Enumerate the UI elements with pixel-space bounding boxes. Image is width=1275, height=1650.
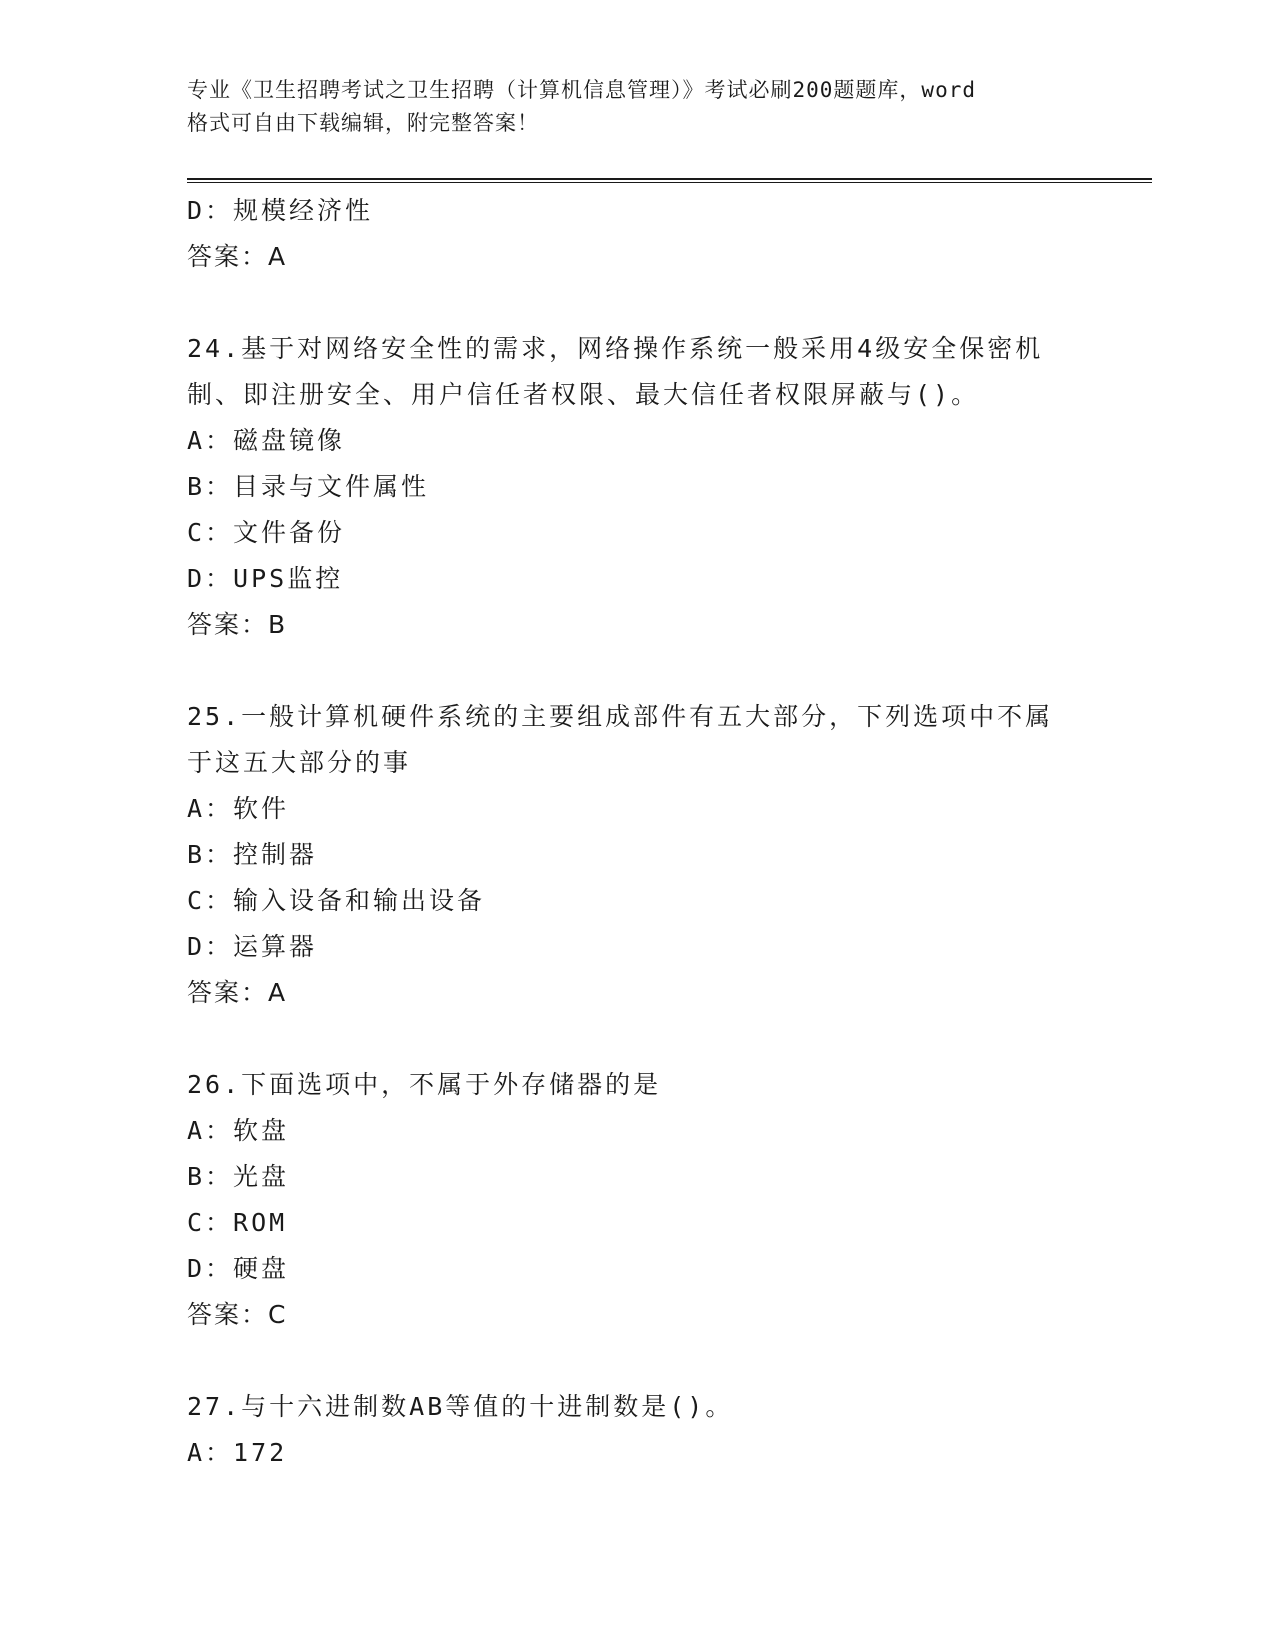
option-c: C：文件备份 [187, 518, 346, 547]
option-d: D：UPS监控 [187, 564, 344, 593]
option-d: D：硬盘 [187, 1254, 290, 1283]
question-text: 27.与十六进制数AB等值的十进制数是()。 [187, 1392, 734, 1421]
option-d: D：规模经济性 [187, 196, 374, 225]
option-b: B：目录与文件属性 [187, 472, 430, 501]
option-b: B：光盘 [187, 1162, 290, 1191]
page-header [187, 74, 1087, 140]
header-line-1: 专业《卫生招聘考试之卫生招聘（计算机信息管理）》考试必刷200题题库，word [187, 78, 976, 102]
option-d: D：运算器 [187, 932, 318, 961]
option-a: A：磁盘镜像 [187, 426, 346, 455]
header-line-2: 格式可自由下载编辑，附完整答案！ [187, 111, 539, 135]
option-a: A：172 [187, 1438, 288, 1467]
question-text: 24.基于对网络安全性的需求，网络操作系统一般采用4级安全保密机 [187, 334, 1044, 363]
header-divider [187, 178, 1152, 183]
answer: 答案：A [187, 242, 288, 271]
option-a: A：软盘 [187, 1116, 290, 1145]
answer: 答案：A [187, 978, 288, 1007]
option-c: C：ROM [187, 1208, 288, 1237]
question-text: 制、即注册安全、用户信任者权限、最大信任者权限屏蔽与()。 [187, 380, 980, 409]
option-b: B：控制器 [187, 840, 318, 869]
spacer [187, 1338, 1067, 1384]
question-text: 26.下面选项中，不属于外存储器的是 [187, 1070, 662, 1099]
question-text: 于这五大部分的事 [187, 748, 412, 777]
answer: 答案：C [187, 1300, 288, 1329]
answer: 答案：B [187, 610, 288, 639]
spacer [187, 1016, 1067, 1062]
option-c: C：输入设备和输出设备 [187, 886, 486, 915]
question-24 [187, 326, 1067, 648]
question-text: 25.一般计算机硬件系统的主要组成部件有五大部分，下列选项中不属 [187, 702, 1054, 731]
spacer [187, 280, 1067, 326]
option-a: A：软件 [187, 794, 290, 823]
question-26 [187, 1062, 1067, 1338]
question-25 [187, 694, 1067, 1016]
question-27 [187, 1384, 1067, 1476]
spacer [187, 648, 1067, 694]
document-body [187, 188, 1067, 1476]
